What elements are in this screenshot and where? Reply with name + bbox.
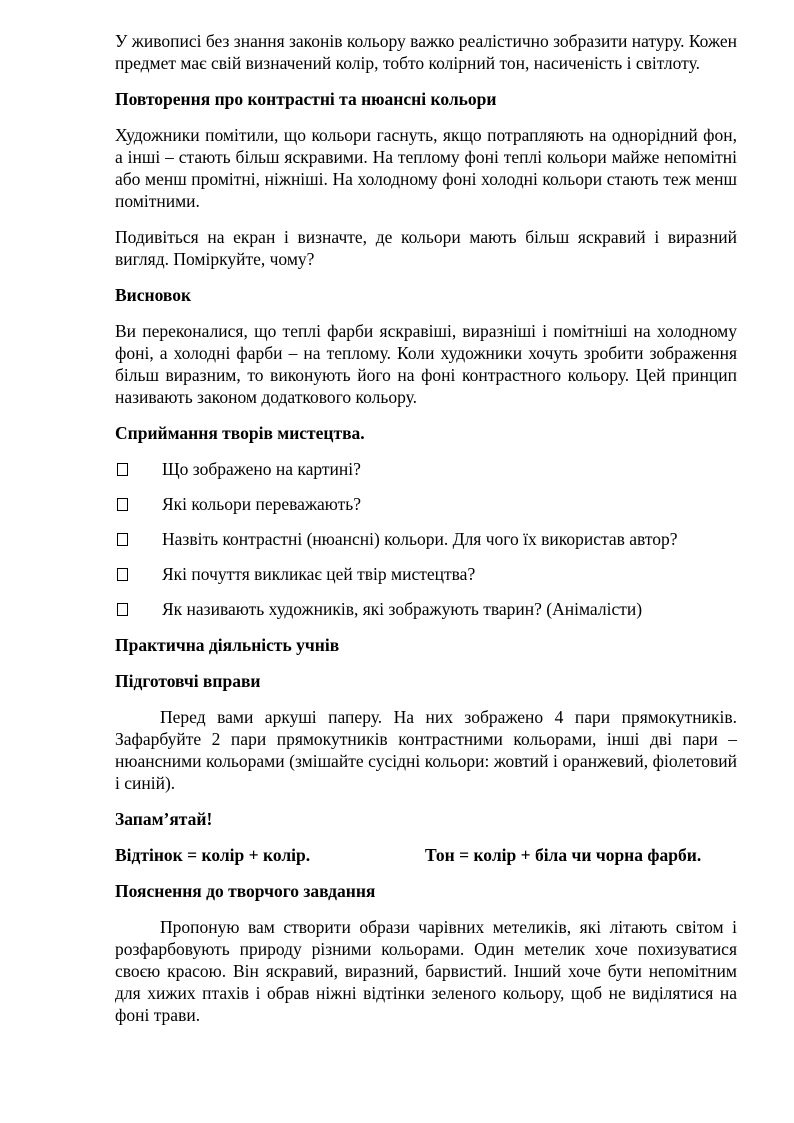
list-item — [115, 563, 737, 585]
list-item — [115, 598, 737, 620]
practice-paragraph: Перед вами аркуші паперу. На них зображено 4 пари прямокутників. Зафарбуйте 2 пари прямокутників контрастними кольорами, інші дві пари – нюансними кольорами (змішайте сусідні кольори: жовтий і оранжевий, фіолетовий і синій). — [115, 707, 737, 793]
contrast-paragraph-1: Художники помітили, що кольори гаснуть, якщо потрапляють на однорідний фон, а інші – стають більш яскравими. На теплому фоні теплі кольори майже непомітні або менш промітні, ніжніші. На холодному фоні холодні кольори стають теж менш помітними. — [115, 125, 737, 211]
list-item — [115, 528, 737, 550]
section-heading-explanation: Пояснення до творчого завдання — [115, 881, 376, 901]
square-bullet-icon — [117, 533, 128, 546]
formula-shade: Відтінок = колір + колір. — [115, 845, 311, 865]
section-heading-contrast: Повторення про контрастні та нюансні кольори — [115, 89, 497, 109]
question-text: Як називають художників, які зображують тварин? (Анімалісти) — [162, 599, 643, 619]
section-heading-practice: Практична діяльність учнів — [115, 635, 340, 655]
square-bullet-icon — [117, 568, 128, 581]
formula-tone: Тон = колір + біла чи чорна фарби. — [425, 845, 702, 865]
document-page — [115, 30, 737, 1026]
section-heading-perception: Сприймання творів мистецтва. — [115, 423, 365, 443]
question-text: Які почуття викликає цей твір мистецтва? — [162, 564, 476, 584]
section-heading-conclusion: Висновок — [115, 285, 192, 305]
section-subheading-exercises: Підготовчі вправи — [115, 671, 261, 691]
section-heading-remember: Запам’ятай! — [115, 809, 213, 829]
question-text: Що зображено на картині? — [162, 459, 361, 479]
question-text: Які кольори переважають? — [162, 494, 362, 514]
intro-paragraph: У живописі без знання законів кольору важко реалістично зобразити натуру. Кожен предмет має свій визначений колір, тобто колірний тон, насиченість і світлоту. — [115, 31, 737, 73]
square-bullet-icon — [117, 498, 128, 511]
question-text: Назвіть контрастні (нюансні) кольори. Для чого їх використав автор? — [162, 529, 678, 549]
list-item — [115, 458, 737, 480]
contrast-paragraph-2: Подивіться на екран і визначте, де кольори мають більш яскравий і виразний вигляд. Поміркуйте, чому? — [115, 227, 737, 269]
explanation-paragraph: Пропоную вам створити образи чарівних метеликів, які літають світом і розфарбовують природу різними кольорами. Один метелик хоче похизуватися своєю красою. Він яскравий, виразний, барвистий. Інший хоче бути непомітним для хижих птахів і обрав ніжні відтінки зеленого кольору, щоб не виділятися на фоні трави. — [115, 917, 737, 1025]
square-bullet-icon — [117, 603, 128, 616]
square-bullet-icon — [117, 463, 128, 476]
conclusion-paragraph: Ви переконалися, що теплі фарби яскравіші, виразніші і помітніші на холодному фоні, а холодні фарби – на теплому. Коли художники хочуть зробити зображення більш виразним, то виконують його на фоні контрастного кольору. Цей принцип називають законом додаткового кольору. — [115, 321, 737, 407]
perception-question-list — [115, 458, 737, 620]
formula-row — [115, 844, 737, 866]
list-item — [115, 493, 737, 515]
